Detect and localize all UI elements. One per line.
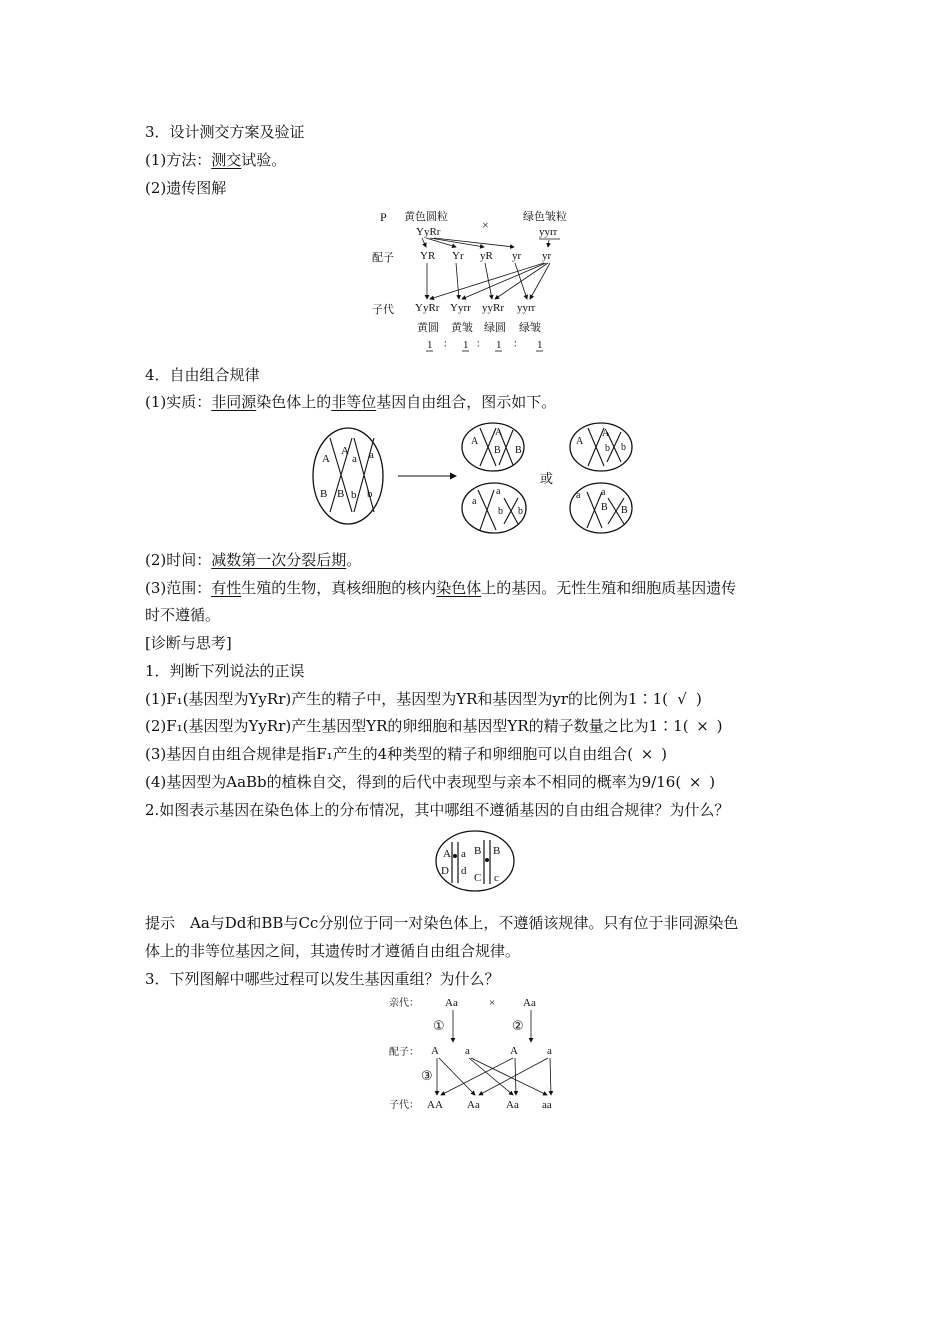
scope-mid: 生殖的生物，真核细胞的核内 [241, 579, 437, 597]
diagnosis-heading: [诊断与思考] [145, 634, 232, 652]
cross-sign: × [482, 218, 489, 232]
or-label: 或 [540, 472, 554, 487]
recomb-offspring-4: aa [542, 1099, 552, 1111]
q1-item-4-mark: × [688, 773, 702, 791]
q1-item-3 [145, 744, 667, 764]
cell3-allele-A2: A [602, 428, 610, 439]
q2-gene-C: C [474, 872, 482, 884]
offspring-1: YyRr [415, 302, 440, 314]
q2-gene-D: D [441, 865, 449, 877]
q1-item-3-close: ) [661, 745, 667, 763]
allele-A1: A [322, 453, 330, 465]
answer-line-2: 体上的非等位基因之间，其遗传时才遵循自由组合规律。 [145, 942, 521, 960]
q1-item-2-mark: × [696, 717, 709, 735]
section4-essence [145, 392, 556, 412]
allele-A2: A [341, 445, 349, 457]
q2-gene-c: c [494, 872, 499, 884]
offspring-3: yyRr [482, 302, 504, 314]
q1-item-2-text: (2)F₁(基因型为YyRr)产生基因型YR的卵细胞和基因型YR的精子数量之比为1∶1( [145, 717, 689, 735]
recomb-cross-sign: × [489, 997, 496, 1009]
recomb-offspring-label: 子代： [389, 1100, 419, 1111]
recomb-offspring-1: AA [427, 1099, 443, 1111]
recomb-gamete-1: A [431, 1045, 439, 1057]
q1-item-1-text: (1)F₁(基因型为YyRr)产生的精子中，基因型为YR和基因型为yr的比例为1∶1( [145, 690, 668, 708]
recomb-gamete-3: A [510, 1045, 518, 1057]
ratio-2: 1 [463, 339, 469, 351]
time-underlined: 减数第一次分裂后期 [211, 551, 347, 569]
section3-method [145, 150, 286, 170]
q2-gene-d: d [461, 865, 467, 877]
cell4-allele-B2: B [621, 505, 628, 516]
phenotype-2: 黄皱 [451, 321, 473, 334]
section4-scope [145, 578, 736, 598]
recomb-gamete-2: a [465, 1045, 470, 1057]
gamete-2: Yr [452, 250, 464, 262]
parent2-genotype: yyrr [539, 226, 558, 238]
parent1-genotype: YyRr [416, 226, 441, 238]
scope-u2: 染色体 [436, 579, 482, 597]
q1-item-4-text: (4)基因型为AaBb的植株自交，得到的后代中表现型与亲本不相同的概率为9/16( [145, 773, 682, 791]
phenotype-3: 绿圆 [484, 321, 506, 334]
gamete-label: 配子 [372, 251, 394, 264]
essence-prefix: (1)实质： [145, 393, 212, 411]
essence-u1: 非同源 [211, 393, 257, 411]
allele-b1: b [351, 489, 357, 501]
q2-gene-A: A [443, 848, 451, 860]
parent-label: 亲代： [389, 998, 419, 1009]
cell2-allele-a: a [472, 496, 477, 507]
q1-item-1-close: ) [696, 690, 702, 708]
allele-b2: b [367, 488, 373, 500]
gamete-4: yr [512, 250, 522, 262]
q1-item-1 [145, 689, 702, 709]
allele-B2: B [337, 488, 345, 500]
ratio-sep-3: ： [513, 339, 523, 350]
recomb-gamete-4: a [547, 1045, 552, 1057]
q1-item-4-close: ) [709, 773, 716, 791]
p-label: P [380, 210, 387, 224]
phenotype-1: 黄圆 [417, 321, 439, 334]
offspring-4: yyrr [517, 302, 536, 314]
allele-a2: a [369, 449, 374, 461]
q2-chromosome-figure [432, 828, 518, 894]
cell2-allele-a2: a [496, 486, 501, 497]
q3-text: 3．下列图解中哪些过程可以发生基因重组？为什么？ [145, 970, 500, 988]
cell1-allele-A2: A [495, 427, 503, 438]
section4-title: 4．自由组合规律 [145, 366, 260, 384]
ratio-sep-1: ： [443, 339, 453, 350]
q1-item-3-text: (3)基因自由组合规律是指F₁产生的4种类型的精子和卵细胞可以自由组合( [145, 745, 634, 763]
q2-gene-B2: B [493, 845, 501, 857]
allele-B1: B [320, 488, 328, 500]
step-1: ① [433, 1019, 445, 1034]
q1-item-2 [145, 716, 722, 736]
ratio-1: 1 [427, 339, 433, 351]
method-prefix: (1)方法： [145, 151, 212, 169]
cell3-allele-b2: b [621, 442, 626, 453]
allele-a1: a [352, 453, 357, 465]
q2-gene-B1: B [474, 845, 482, 857]
scope-u1: 有性 [211, 579, 242, 597]
cell1-allele-B2: B [515, 445, 522, 456]
recomb-offspring-3: Aa [506, 1099, 519, 1111]
cell2-allele-b2: b [518, 506, 523, 517]
ratio-4: 1 [537, 339, 543, 351]
essence-suffix: 基因自由组合，图示如下。 [376, 393, 557, 411]
time-suffix: 。 [346, 551, 362, 569]
cell1-allele-A: A [471, 436, 479, 447]
testcross-diagram [360, 205, 590, 355]
parent1: Aa [445, 997, 458, 1009]
section3-diagram-label: (2)遗传图解 [145, 179, 227, 197]
parent2-phenotype: 绿色皱粒 [523, 210, 567, 223]
parent2: Aa [523, 997, 536, 1009]
gamete-3: yR [480, 250, 493, 262]
scope-suffix: 上的基因。无性生殖和细胞质基因遗传 [481, 579, 737, 597]
phenotype-4: 绿皱 [519, 321, 541, 334]
q2-text: 2.如图表示基因在染色体上的分布情况，其中哪组不遵循基因的自由组合规律？为什么？ [145, 801, 730, 819]
gamete-5: yr [542, 250, 552, 262]
gamete-1: YR [420, 250, 436, 262]
cell4-allele-a: a [576, 490, 581, 501]
essence-mid: 染色体上的 [256, 393, 332, 411]
recombination-diagram [385, 992, 575, 1114]
step-2: ② [512, 1019, 524, 1034]
scope-prefix: (3)范围： [145, 579, 212, 597]
answer-line-1: 提示 Aa与Dd和BB与Cc分别位于同一对染色体上，不遵循该规律。只有位于非同源染色 [145, 914, 739, 932]
cell1-allele-B: B [494, 445, 501, 456]
cell4-allele-a2: a [601, 487, 606, 498]
method-underlined: 测交 [211, 151, 242, 169]
recomb-offspring-2: Aa [467, 1099, 480, 1111]
q1-item-4 [145, 772, 715, 792]
recomb-gamete-label: 配子： [389, 1047, 419, 1058]
cell3-allele-b: b [605, 443, 610, 454]
parent1-phenotype: 黄色圆粒 [404, 210, 448, 223]
ratio-sep-2: ： [476, 339, 486, 350]
cell3-allele-A: A [576, 436, 584, 447]
offspring-2: Yyrr [450, 302, 471, 314]
step-3: ③ [421, 1069, 433, 1084]
q1-item-1-mark: √ [677, 690, 687, 708]
section4-time [145, 550, 361, 570]
chromosome-cell-diagram [308, 420, 648, 540]
time-prefix: (2)时间： [145, 551, 212, 569]
section3-title: 3．设计测交方案及验证 [145, 123, 305, 141]
section4-scope-line2: 时不遵循。 [145, 606, 221, 624]
offspring-label: 子代 [372, 303, 394, 316]
q2-gene-a: a [461, 848, 466, 860]
cell4-allele-B: B [601, 502, 608, 513]
method-suffix: 试验。 [241, 151, 287, 169]
q1-title: 1．判断下列说法的正误 [145, 662, 305, 680]
cell2-allele-b: b [498, 506, 503, 517]
q1-item-3-mark: × [640, 745, 654, 763]
ratio-3: 1 [496, 339, 502, 351]
essence-u2: 非等位 [331, 393, 377, 411]
q1-item-2-close: ) [716, 717, 723, 735]
